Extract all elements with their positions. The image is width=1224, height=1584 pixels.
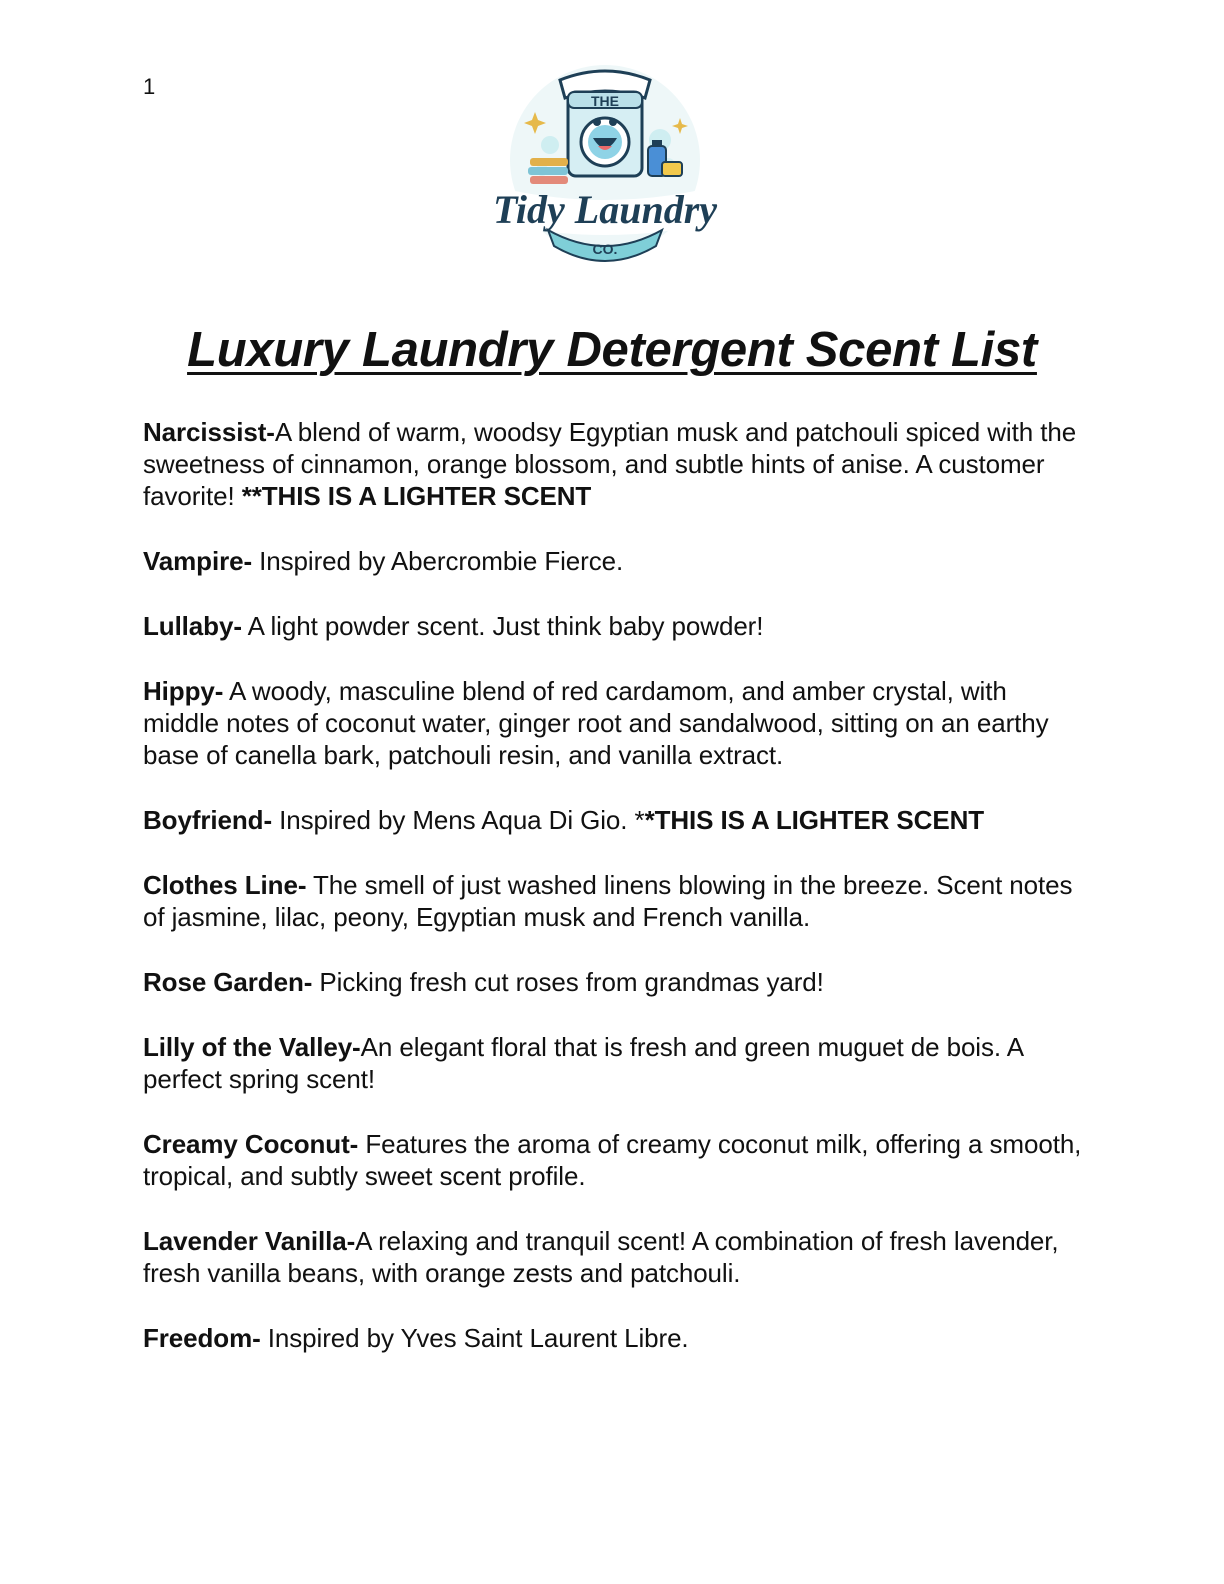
scent-name: Lilly of the Valley-	[143, 1032, 361, 1062]
scent-description: Inspired by Yves Saint Laurent Libre.	[260, 1323, 689, 1353]
scent-name: Hippy-	[143, 676, 224, 706]
scent-description: An elegant floral that is fresh and green muguet de bois. A perfect spring scent!	[143, 1032, 1023, 1094]
scent-name: Creamy Coconut-	[143, 1129, 359, 1159]
scent-name: Vampire-	[143, 546, 253, 576]
scent-description: The smell of just washed linens blowing in the breeze. Scent notes of jasmine, lilac, peony, Egyptian musk and French vanilla.	[143, 870, 1073, 932]
scent-item-lullaby	[143, 610, 1083, 642]
logo-suffix: CO.	[592, 241, 618, 257]
scent-item-freedom	[143, 1322, 1083, 1354]
scent-item-lilly-of-the-valley	[143, 1031, 1083, 1095]
scent-name: Lavender Vanilla-	[143, 1226, 356, 1256]
scent-item-narcissist	[143, 416, 1083, 512]
logo-top-word: THE	[591, 93, 619, 109]
scent-name: Boyfriend-	[143, 805, 273, 835]
scent-list	[143, 416, 1083, 1387]
scent-item-clothes-line	[143, 869, 1083, 933]
logo-brand-name: Tidy Laundry	[492, 187, 718, 232]
scent-item-hippy	[143, 675, 1083, 771]
scent-note: *THIS IS A LIGHTER SCENT	[644, 805, 985, 835]
scent-item-rose-garden	[143, 966, 1083, 998]
page-number: 1	[143, 74, 156, 99]
scent-description: A light powder scent. Just think baby powder!	[241, 611, 764, 641]
page-title: Luxury Laundry Detergent Scent List	[187, 323, 1037, 377]
scent-name: Freedom-	[143, 1323, 261, 1353]
scent-description: A relaxing and tranquil scent! A combination of fresh lavender, fresh vanilla beans, with orange zests and patchouli.	[143, 1226, 1059, 1288]
scent-note: **THIS IS A LIGHTER SCENT	[241, 481, 592, 511]
scent-description: A blend of warm, woodsy Egyptian musk and patchouli spiced with the sweetness of cinnamon, orange blossom, and subtle hints of anise. A customer favorite!	[143, 417, 1077, 511]
scent-name: Lullaby-	[143, 611, 242, 641]
logo-graphic	[480, 40, 730, 280]
scent-name: Narcissist-	[143, 417, 275, 447]
scent-description: A woody, masculine blend of red cardamom, and amber crystal, with middle notes of coconut water, ginger root and sandalwood, sitting on an earthy base of canella bark, patchouli resin, and vanilla extract.	[143, 676, 1049, 770]
scent-description: Picking fresh cut roses from grandmas yard!	[312, 967, 824, 997]
scent-name: Rose Garden-	[143, 967, 313, 997]
scent-item-lavender-vanilla	[143, 1225, 1083, 1289]
scent-description: Features the aroma of creamy coconut milk, offering a smooth, tropical, and subtly sweet scent profile.	[143, 1129, 1082, 1191]
scent-name: Clothes Line-	[143, 870, 307, 900]
scent-description: Inspired by Mens Aqua Di Gio. *	[272, 805, 645, 835]
tidy-laundry-logo	[480, 40, 730, 280]
scent-description: Inspired by Abercrombie Fierce.	[252, 546, 624, 576]
scent-item-vampire	[143, 545, 1083, 577]
scent-item-creamy-coconut	[143, 1128, 1083, 1192]
scent-item-boyfriend	[143, 804, 1083, 836]
